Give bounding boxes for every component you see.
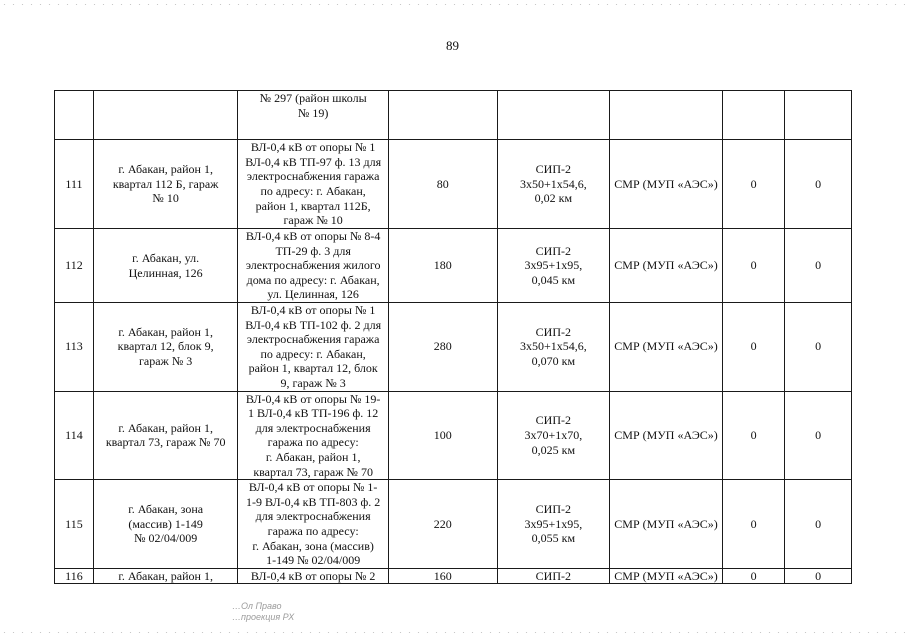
cell-length: 80 xyxy=(388,140,497,229)
cell-value-2: 0 xyxy=(785,568,852,584)
cell-cable: СИП-2 3х50+1х54,6, 0,02 км xyxy=(497,140,610,229)
cell-value-2: 0 xyxy=(785,480,852,569)
cell-address: г. Абакан, район 1, квартал 73, гараж № 70 xyxy=(93,391,237,480)
bottom-scan-edge xyxy=(0,632,905,633)
cell-value-2: 0 xyxy=(785,140,852,229)
cell-address xyxy=(93,91,237,140)
table-row-continuation xyxy=(55,91,852,140)
cell-value-1: 0 xyxy=(722,303,784,392)
cell-number xyxy=(55,91,94,140)
cell-length: 220 xyxy=(388,480,497,569)
cell-description xyxy=(238,91,389,140)
cell-length xyxy=(388,91,497,140)
cell-executor: СМР (МУП «АЭС») xyxy=(610,480,723,569)
table-row xyxy=(55,229,852,303)
cell-description: ВЛ-0,4 кВ от опоры № 1- 1-9 ВЛ-0,4 кВ ТП-803 ф. 2 для электроснабжения гаража по адресу: г. Абакан, зона (массив) 1-149 № 02/04/009 xyxy=(238,480,389,569)
cell-value-1: 0 xyxy=(722,568,784,584)
cell-value-1: 0 xyxy=(722,229,784,303)
cell-value-1: 0 xyxy=(722,391,784,480)
footer-stamp-line-1: …Ол Право xyxy=(232,601,282,611)
cell-address: г. Абакан, ул. Целинная, 126 xyxy=(93,229,237,303)
table-row xyxy=(55,568,852,584)
cell-number: 113 xyxy=(55,303,94,392)
footer-stamp xyxy=(232,601,294,623)
table-row xyxy=(55,480,852,569)
cell-cable: СИП-2 3х95+1х95, 0,045 км xyxy=(497,229,610,303)
top-scan-edge xyxy=(0,4,905,5)
cell-length: 280 xyxy=(388,303,497,392)
cell-cable: СИП-2 xyxy=(497,568,610,584)
cell-number: 111 xyxy=(55,140,94,229)
footer-stamp-line-2: …проекция РХ xyxy=(232,612,295,622)
page-number: 89 xyxy=(446,38,459,53)
cell-executor: СМР (МУП «АЭС») xyxy=(610,568,723,584)
cell-description: ВЛ-0,4 кВ от опоры № 1 ВЛ-0,4 кВ ТП-97 ф. 13 для электроснабжения гаража по адресу: г. Абакан, район 1, квартал 112Б, гараж № 10 xyxy=(238,140,389,229)
cell-executor: СМР (МУП «АЭС») xyxy=(610,140,723,229)
cell-description: ВЛ-0,4 кВ от опоры № 2 xyxy=(238,568,389,584)
cell-number: 116 xyxy=(55,568,94,584)
cell-cable: СИП-2 3х50+1х54,6, 0,070 км xyxy=(497,303,610,392)
cell-description: ВЛ-0,4 кВ от опоры № 1 ВЛ-0,4 кВ ТП-102 ф. 2 для электроснабжения гаража по адресу: г. Абакан, район 1, квартал 12, блок 9, гараж № 3 xyxy=(238,303,389,392)
cell-length: 160 xyxy=(388,568,497,584)
cell-address: г. Абакан, район 1, квартал 112 Б, гараж № 10 xyxy=(93,140,237,229)
cell-length: 180 xyxy=(388,229,497,303)
registry-table-body xyxy=(55,91,852,584)
table-row xyxy=(55,391,852,480)
cell-executor: СМР (МУП «АЭС») xyxy=(610,391,723,480)
cell-description: ВЛ-0,4 кВ от опоры № 19- 1 ВЛ-0,4 кВ ТП-196 ф. 12 для электроснабжения гаража по адресу: г. Абакан, район 1, квартал 73, гараж № 70 xyxy=(238,391,389,480)
cell-cable: СИП-2 3х70+1х70, 0,025 км xyxy=(497,391,610,480)
cell-value-1 xyxy=(722,91,784,140)
cell-executor xyxy=(610,91,723,140)
cell-executor: СМР (МУП «АЭС») xyxy=(610,229,723,303)
cell-number: 114 xyxy=(55,391,94,480)
cell-value-2 xyxy=(785,91,852,140)
cell-length: 100 xyxy=(388,391,497,480)
table-row xyxy=(55,140,852,229)
cell-value-2: 0 xyxy=(785,303,852,392)
cell-number: 115 xyxy=(55,480,94,569)
table-row xyxy=(55,303,852,392)
continuation-description-text: № 297 (район школы № 19) xyxy=(259,91,367,120)
registry-table xyxy=(54,90,852,584)
cell-address: г. Абакан, район 1, квартал 12, блок 9, гараж № 3 xyxy=(93,303,237,392)
cell-address: г. Абакан, зона (массив) 1-149 № 02/04/009 xyxy=(93,480,237,569)
cell-address: г. Абакан, район 1, xyxy=(93,568,237,584)
cell-value-1: 0 xyxy=(722,140,784,229)
cell-executor: СМР (МУП «АЭС») xyxy=(610,303,723,392)
cell-value-2: 0 xyxy=(785,229,852,303)
cell-value-2: 0 xyxy=(785,391,852,480)
cell-cable xyxy=(497,91,610,140)
cell-description: ВЛ-0,4 кВ от опоры № 8-4 ТП-29 ф. 3 для электроснабжения жилого дома по адресу: г. Абакан, ул. Целинная, 126 xyxy=(238,229,389,303)
cell-number: 112 xyxy=(55,229,94,303)
cell-cable: СИП-2 3х95+1х95, 0,055 км xyxy=(497,480,610,569)
cell-value-1: 0 xyxy=(722,480,784,569)
